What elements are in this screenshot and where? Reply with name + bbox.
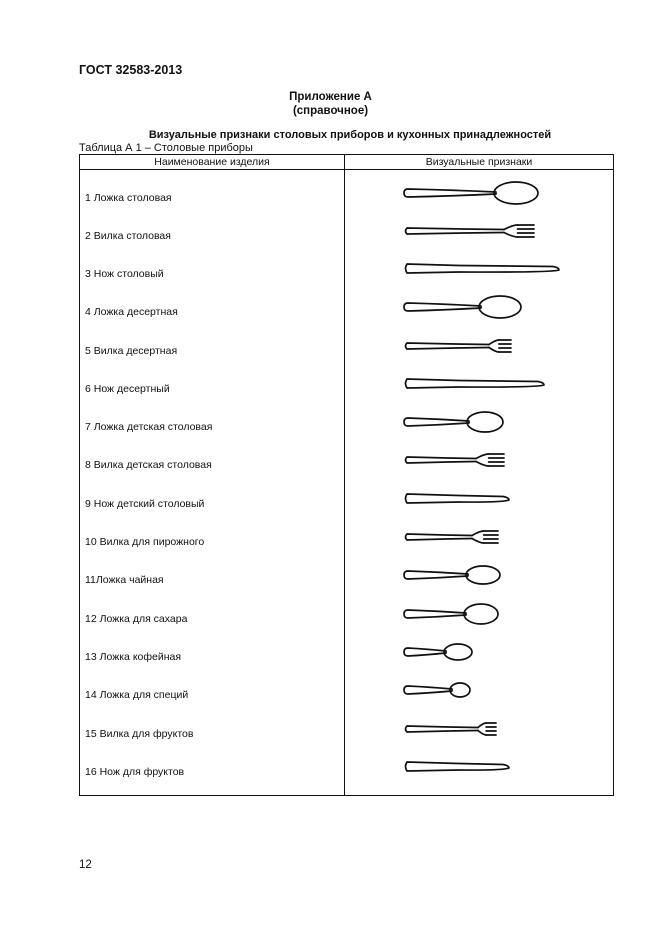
table-row (80, 686, 613, 706)
row-name: 8 Вилка детская столовая (85, 459, 212, 471)
row-name: 5 Вилка десертная (85, 345, 178, 357)
table-row (80, 303, 613, 323)
table-row (80, 418, 613, 438)
appendix-heading (0, 90, 661, 118)
appendix-note: (справочное) (292, 105, 369, 117)
dessert-spoon-icon (400, 295, 533, 324)
table-caption: Таблица А 1 – Столовые приборы (79, 142, 253, 154)
row-name: 7 Ложка детская столовая (85, 421, 213, 433)
row-name: 10 Вилка для пирожного (85, 536, 205, 548)
table-row (80, 380, 613, 400)
table-row (80, 227, 613, 247)
spice-spoon-icon (400, 678, 483, 707)
row-name: 16 Нож для фруктов (85, 766, 185, 778)
table-row (80, 456, 613, 476)
row-name: 4 Ложка десертная (85, 306, 178, 318)
coffee-spoon-icon (400, 640, 488, 669)
cake-fork-icon (400, 525, 513, 554)
dessert-knife-icon (400, 372, 558, 401)
table-row (80, 533, 613, 553)
table-row (80, 648, 613, 668)
table-row (80, 610, 613, 630)
table-row (80, 342, 613, 362)
header-divider (80, 169, 613, 170)
row-name: 2 Вилка столовая (85, 230, 171, 242)
teaspoon-icon (400, 563, 513, 592)
child-knife-icon (400, 487, 523, 516)
table-row (80, 725, 613, 745)
row-name: 12 Ложка для сахара (85, 613, 188, 625)
table-row (80, 571, 613, 591)
fruit-fork-icon (400, 717, 513, 746)
child-fork-icon (400, 448, 518, 477)
table-row (80, 763, 613, 783)
cutlery-table (79, 154, 614, 796)
row-name: 13 Ложка кофейная (85, 651, 182, 663)
row-name: 6 Нож десертный (85, 383, 170, 395)
page-number: 12 (79, 859, 92, 871)
row-name: 14 Ложка для специй (85, 689, 189, 701)
dessert-fork-icon (400, 334, 528, 363)
document-code: ГОСТ 32583-2013 (79, 63, 183, 77)
child-spoon-icon (400, 410, 518, 439)
row-name: 3 Нож столовый (85, 268, 164, 280)
row-name: 11Ложка чайная (85, 574, 164, 586)
table-fork-icon (400, 219, 553, 248)
table-row (80, 189, 613, 209)
table-row (80, 265, 613, 285)
column-header-visual: Визуальные признаки (425, 156, 533, 168)
row-name: 15 Вилка для фруктов (85, 728, 194, 740)
table-knife-icon (400, 257, 573, 286)
fruit-knife-icon (400, 755, 523, 784)
tablespoon-icon (400, 181, 553, 210)
appendix-title: Приложение А (289, 91, 372, 103)
column-header-name: Наименование изделия (154, 156, 270, 168)
row-name: 9 Нож детский столовый (85, 498, 205, 510)
section-title: Визуальные признаки столовых приборов и кухонных принадлежностей (148, 129, 552, 141)
sugar-spoon-icon (400, 602, 513, 631)
table-row (80, 495, 613, 515)
row-name: 1 Ложка столовая (85, 192, 172, 204)
